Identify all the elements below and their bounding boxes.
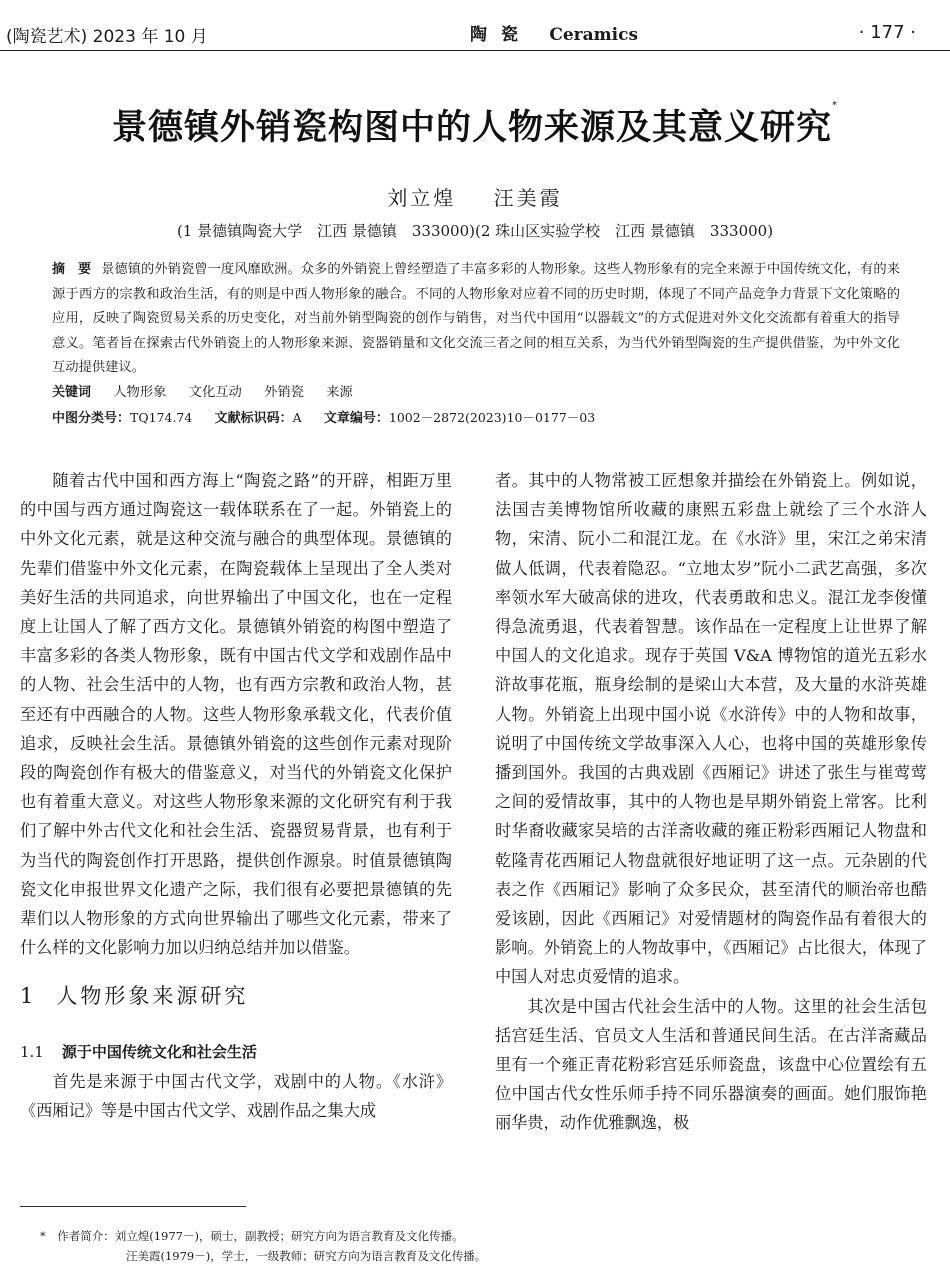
footnote-rule bbox=[20, 1206, 246, 1207]
doc-code-value: A bbox=[292, 409, 302, 425]
footnote bbox=[40, 1226, 486, 1266]
header-rule bbox=[0, 50, 950, 51]
journal-issue: (陶瓷艺术) 2023 年 10 月 bbox=[6, 27, 208, 47]
title-footnote-mark: * bbox=[832, 100, 838, 111]
author-name: 刘立煌 bbox=[387, 186, 457, 210]
subsection-number: 1.1 bbox=[20, 1042, 44, 1061]
body-paragraph: 随着古代中国和西方海上“陶瓷之路”的开辟，相距万里的中国与西方通过陶瓷这一载体联系在了一起。外销瓷上的中外文化元素，就是这种交流与融合的典型体现。景德镇的先辈们借鉴中外文化元素，在陶瓷载体上呈现出了全人类对美好生活的共同追求，向世界输出了中国文化，也在一定程度上让国人了解了西方文化。景德镇外销瓷的构图中塑造了丰富多彩的各类人物形象，既有中国古代文学和戏剧作品中的人物、社会生活中的人物，也有西方宗教和政治人物，甚至还有中西融合的人物。这些人物形象承载文化，代表价值追求，反映社会生活。景德镇外销瓷的这些创作元素对现阶段的陶瓷创作有极大的借鉴意义，对当代的外销瓷文化保护也有着重大意义。对这些人物形象来源的文化研究有利于我们了解中外古代文化和社会生活、瓷器贸易背景，也有利于为当代的陶瓷创作打开思路，提供创作源泉。时值景德镇陶瓷文化申报世界文化遗产之际，我们很有必要把景德镇的先辈们以人物形象的方式向世界输出了哪些文化元素，带来了什么样的文化影响力加以归纳总结并加以借鉴。 bbox=[20, 471, 452, 958]
body-paragraph: 其次是中国古代社会生活中的人物。这里的社会生活包括宫廷生活、官员文人生活和普通民间生活。在古洋斋藏品里有一个雍正青花粉彩宫廷乐师瓷盘，该盘中心位置绘有五位中国古代女性乐师手持不同乐器演奏的画面。她们服饰艳丽华贵，动作优雅飘逸，极 bbox=[495, 996, 927, 1133]
body-column-left bbox=[20, 466, 452, 1125]
abstract-paragraph bbox=[52, 258, 900, 381]
article-no-value: 1002－2872(2023)10－0177－03 bbox=[388, 409, 596, 425]
article-title-text: 景德镇外销瓷构图中的人物来源及其意义研究 bbox=[111, 108, 832, 148]
keyword: 来源 bbox=[326, 384, 353, 400]
keyword: 人物形象 bbox=[113, 384, 167, 400]
keyword: 外销瓷 bbox=[264, 384, 304, 400]
page-number: · 177 · bbox=[858, 22, 916, 43]
footnote-mark: * bbox=[40, 1229, 46, 1243]
journal-name-cn: 陶 瓷 bbox=[470, 25, 522, 45]
footnote-author-2: 汪美霞(1979－)，学士，一级教师；研究方向为语言教育及文化传播。 bbox=[126, 1249, 487, 1263]
abstract-block bbox=[52, 258, 900, 431]
keywords-label: 关键词 bbox=[52, 384, 92, 400]
subsection-heading bbox=[20, 1038, 452, 1067]
journal-name bbox=[470, 20, 638, 45]
footnote-author-1: 作者简介：刘立煌(1977－)，硕士，副教授；研究方向为语言教育及文化传播。 bbox=[57, 1229, 464, 1243]
article-title bbox=[0, 100, 950, 150]
classification-line bbox=[52, 406, 900, 432]
body-paragraph: 首先是来源于中国古代文学，戏剧中的人物。《水浒》《西厢记》等是中国古代文学、戏剧作品之集大成 bbox=[20, 1071, 452, 1121]
section-heading bbox=[20, 982, 452, 1011]
section-title: 人物形象来源研究 bbox=[56, 984, 249, 1009]
body-column-right bbox=[495, 466, 927, 1138]
doc-code-label: 文献标识码： bbox=[214, 410, 293, 426]
subsection-title: 源于中国传统文化和社会生活 bbox=[61, 1042, 257, 1061]
keywords bbox=[52, 381, 900, 406]
abstract-text: 景德镇的外销瓷曾一度风靡欧洲。众多的外销瓷上曾经塑造了丰富多彩的人物形象。这些人物形象有的完全来源于中国传统文化，有的来源于西方的宗教和政治生活，有的则是中西人物形象的融合。不同的人物形象对应着不同的历史时期，体现了不同产品竞争力背景下文化策略的应用，反映了陶瓷贸易关系的历史变化，对当前外销型陶瓷的创作与销售，对当代中国用“以器载文”的方式促进对外文化交流都有着重大的指导意义。笔者旨在探索古代外销瓷上的人物形象来源、瓷器销量和文化交流三者之间的相互关系，为当代外销型陶瓷的生产提供借鉴，为中外文化互动提供建议。 bbox=[52, 262, 900, 376]
abstract-label: 摘 要 bbox=[52, 262, 92, 277]
footnote-line bbox=[40, 1226, 486, 1246]
keyword: 文化互动 bbox=[188, 384, 242, 400]
running-header bbox=[0, 14, 950, 54]
author-name: 汪美霞 bbox=[493, 186, 563, 210]
article-no-label: 文章编号： bbox=[323, 410, 389, 426]
clc-label: 中图分类号： bbox=[52, 410, 131, 426]
journal-name-en: Ceramics bbox=[549, 25, 639, 45]
affiliation: (1 景德镇陶瓷大学 江西 景德镇 333000)(2 珠山区实验学校 江西 景德镇 333000) bbox=[176, 222, 774, 240]
author-list bbox=[0, 182, 950, 211]
section-number: 1 bbox=[20, 984, 37, 1009]
body-paragraph: 者。其中的人物常被工匠想象并描绘在外销瓷上。例如说，法国吉美博物馆所收藏的康熙五彩盘上就绘了三个水浒人物，宋清、阮小二和混江龙。在《水浒》里，宋江之弟宋清做人低调，代表着隐忍。“立地太岁”阮小二武艺高强，多次率领水军大破高俅的进攻，代表勇敢和忠义。混江龙李俊懂得急流勇退，代表着智慧。该作品在一定程度上让世界了解中国人的文化追求。现存于英国 V&A 博物馆的道光五彩水浒故事花瓶，瓶身绘制的是梁山大本营，及大量的水浒英雄人物。外销瓷上出现中国小说《水浒传》中的人物和故事，说明了中国传统文学故事深入人心，也将中国的英雄形象传播到国外。我国的古典戏剧《西厢记》讲述了张生与崔莺莺之间的爱情故事，其中的人物也是早期外销瓷上常客。比利时华裔收藏家吴培的古洋斋收藏的雍正粉彩西厢记人物盘和乾隆青花西厢记人物盘就很好地证明了这一点。元杂剧的代表之作《西厢记》影响了众多民众，甚至清代的顺治帝也酷爱该剧，因此《西厢记》对爱情题材的陶瓷作品有着很大的影响。外销瓷上的人物故事中，《西厢记》占比很大，体现了中国人对忠贞爱情的追求。 bbox=[495, 471, 927, 987]
clc-value: TQ174.74 bbox=[130, 409, 193, 425]
